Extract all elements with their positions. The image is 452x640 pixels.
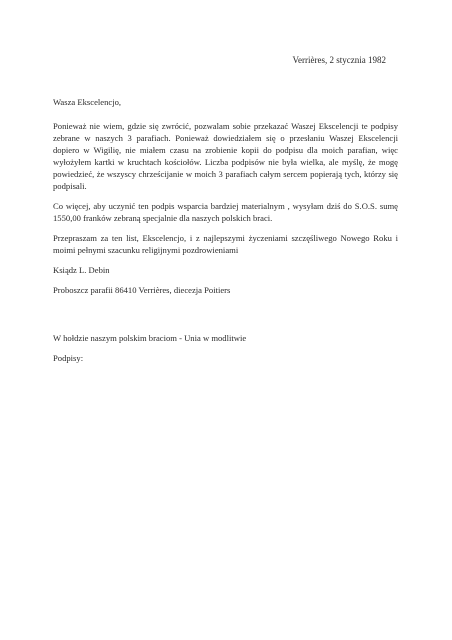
paragraph-3: Przepraszam za ten list, Ekscelencjo, i z najlepszymi życzeniami szczęśliwego Nowego Roku i moimi pełnymi szacunku religijnymi pozdrowieniami: [53, 233, 398, 255]
paragraph-2: Co więcej, aby uczynić ten podpis wsparcia bardziej materialnym , wysyłam dziś do S.O.S. sumę 1550,00 franków zebraną specjalnie dla naszych polskich braci.: [53, 201, 398, 223]
paragraph-1: Ponieważ nie wiem, gdzie się zwrócić, pozwalam sobie przekazać Waszej Ekscelencji te podpisy zebrane w naszych 3 parafiach. Ponieważ dowiedziałem się o przesłaniu Waszej Ekscelencji dopiero w Wigilię, nie miałem czasu na zrobienie kopii do podpisu dla moich parafian, więc wyłożyłem kartki w kruchtach kościołów. Liczba podpisów nie była wielka, ale myślę, że mogę powiedzieć, że wszyscy chrześcijanie w moich 3 parafiach całym sercem popierają tych, którzy się podpisali.: [53, 121, 398, 191]
salutation: Wasza Ekscelencjo,: [53, 97, 122, 107]
signature-title: Proboszcz parafii 86410 Verrières, diecezja Poitiers: [53, 285, 231, 295]
dedication-line: W hołdzie naszym polskim braciom - Unia w modlitwie: [53, 333, 247, 343]
signature-name: Ksiądz L. Debin: [53, 265, 110, 275]
letter-date: Verrières, 2 stycznia 1982: [292, 55, 386, 65]
section-spacer: [53, 304, 398, 332]
signatures-label: Podpisy:: [53, 353, 84, 363]
letter-body: [53, 54, 398, 372]
